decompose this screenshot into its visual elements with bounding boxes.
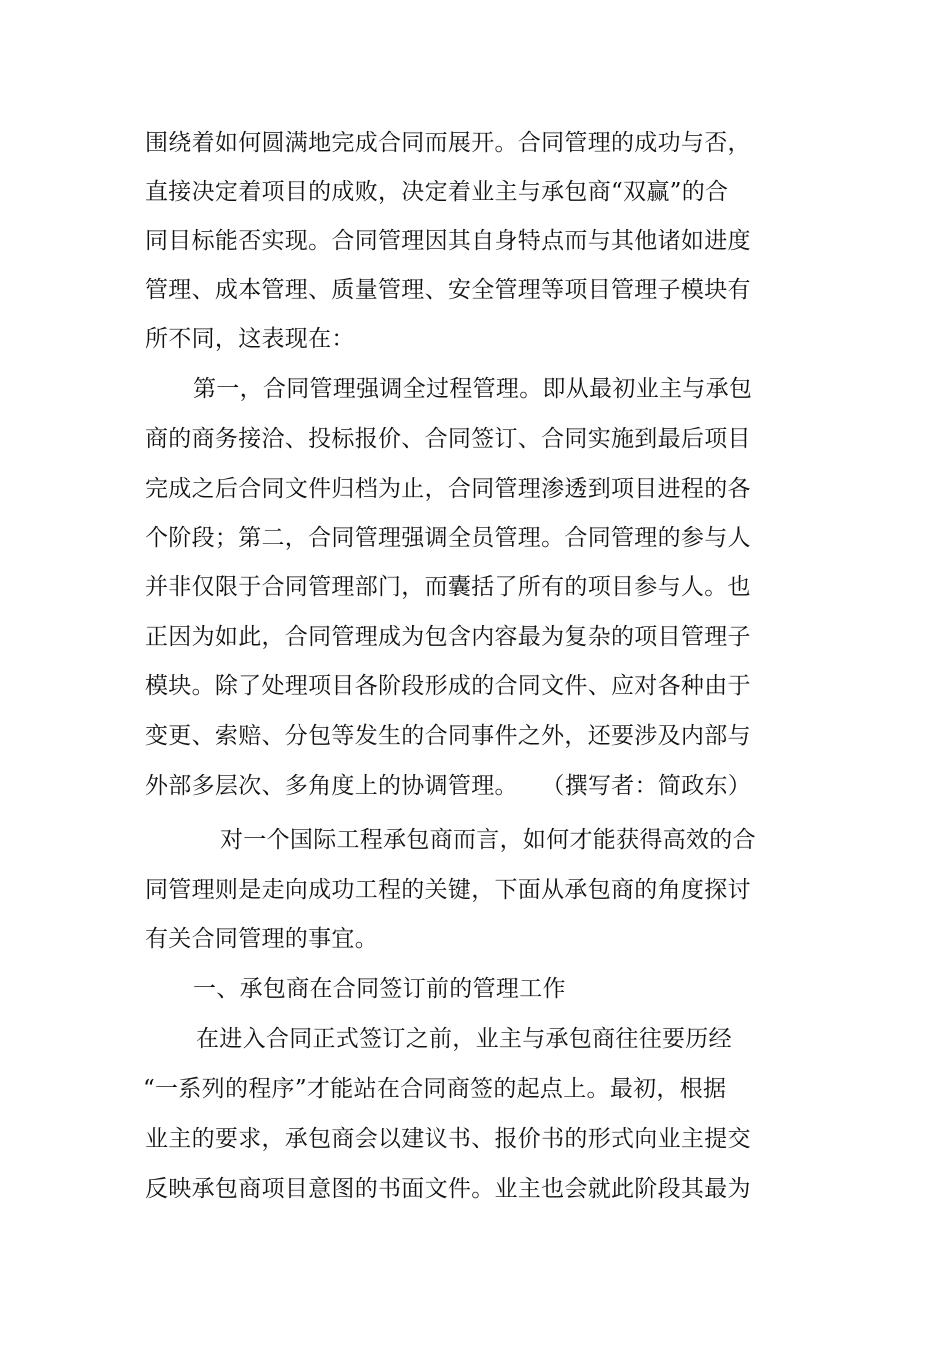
text-line: 商的商务接洽、投标报价、合同签订、合同实施到最后项目	[145, 426, 751, 452]
text-line: 并非仅限于合同管理部门，而囊括了所有的项目参与人。也	[145, 574, 751, 600]
text-line: 完成之后合同文件归档为止，合同管理渗透到项目进程的各	[145, 476, 751, 502]
text-line: 反映承包商项目意图的书面文件。业主也会就此阶段其最为	[145, 1176, 751, 1202]
text-line: 直接决定着项目的成败，决定着业主与承包商“双赢”的合	[145, 179, 729, 205]
text-line: 管理、成本管理、质量管理、安全管理等项目管理子模块有	[145, 277, 751, 303]
paragraph-start-line: 对一个国际工程承包商而言，如何才能获得高效的合	[220, 827, 756, 853]
text-line: 正因为如此，合同管理成为包含内容最为复杂的项目管理子	[145, 624, 751, 650]
author-credit-line: 外部多层次、多角度上的协调管理。 （撰写者：简政东）	[145, 773, 752, 799]
text-line: 同管理则是走向成功工程的关键，下面从承包商的角度探讨	[145, 877, 751, 903]
text-line: 有关合同管理的事宜。	[145, 926, 378, 952]
text-line: 业主的要求，承包商会以建议书、报价书的形式向业主提交	[145, 1126, 751, 1152]
section-heading: 一、承包商在合同签订前的管理工作	[193, 976, 566, 1002]
text-line: 同目标能否实现。合同管理因其自身特点而与其他诸如进度	[145, 228, 751, 254]
text-line: 所不同，这表现在：	[145, 326, 355, 352]
text-line: 变更、索赔、分包等发生的合同事件之外，还要涉及内部与	[145, 723, 751, 749]
paragraph-start-line: 第一，合同管理强调全过程管理。即从最初业主与承包	[193, 376, 753, 402]
text-line: 模块。除了处理项目各阶段形成的合同文件、应对各种由于	[145, 673, 751, 699]
text-line: 围绕着如何圆满地完成合同而展开。合同管理的成功与否，	[145, 130, 751, 156]
paragraph-start-line: 在进入合同正式签订之前，业主与承包商往往要历经	[196, 1026, 732, 1052]
text-line: “一系列的程序”才能站在合同商签的起点上。最初，根据	[143, 1076, 727, 1102]
text-line: 个阶段；第二，合同管理强调全员管理。合同管理的参与人	[145, 525, 751, 551]
